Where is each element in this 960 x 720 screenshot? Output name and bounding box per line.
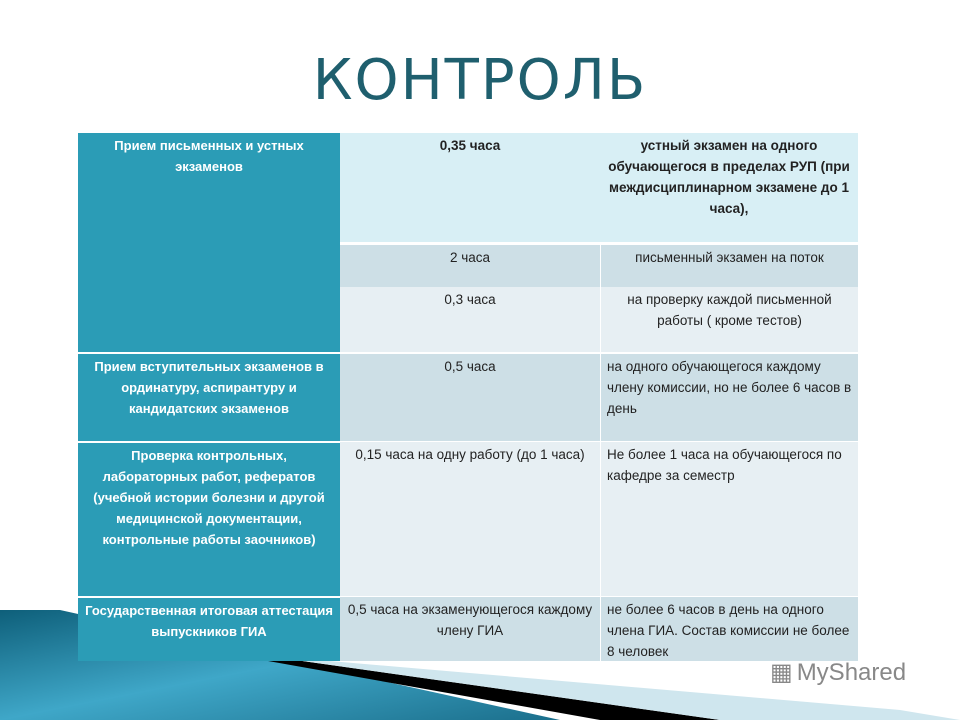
row-label: Государственная итоговая аттестация выпускников ГИА	[78, 597, 340, 661]
norm-cell: 0,3 часа	[340, 287, 600, 352]
note-cell: на одного обучающегося каждому члену комиссии, но не более 6 часов в день	[600, 354, 858, 441]
norm-cell: 0,15 часа на одну работу (до 1 часа)	[340, 442, 600, 596]
norm-cell: 2 часа	[340, 243, 600, 287]
norm-cell: 0,35 часа	[340, 133, 600, 242]
row-label: Прием письменных и устных экзаменов	[78, 133, 340, 352]
note-cell: устный экзамен на одного обучающегося в пределах РУП (при междисциплинарном экзамене до 1 часа),	[600, 133, 858, 242]
note-cell: не более 6 часов в день на одного члена ГИА. Состав комиссии не более 8 человек	[600, 597, 858, 661]
presentation-icon: ▦	[770, 659, 793, 686]
row-label: Проверка контрольных, лабораторных работ, рефератов (учебной истории болезни и другой медицинской документации, контрольные работы заочников)	[78, 442, 340, 596]
note-cell: на проверку каждой письменной работы ( кроме тестов)	[600, 287, 858, 352]
row-label: Прием вступительных экзаменов в ординатуру, аспирантуру и кандидатских экзаменов	[78, 354, 340, 441]
slide-title: КОНТРОЛЬ	[312, 48, 648, 113]
watermark-logo: ▦ MyShared	[770, 658, 907, 686]
note-cell: Не более 1 часа на обучающегося по кафедре за семестр	[600, 442, 858, 596]
norm-cell: 0,5 часа на экзаменующегося каждому члену ГИА	[340, 597, 600, 661]
norm-cell: 0,5 часа	[340, 354, 600, 441]
note-cell: письменный экзамен на поток	[600, 243, 858, 287]
